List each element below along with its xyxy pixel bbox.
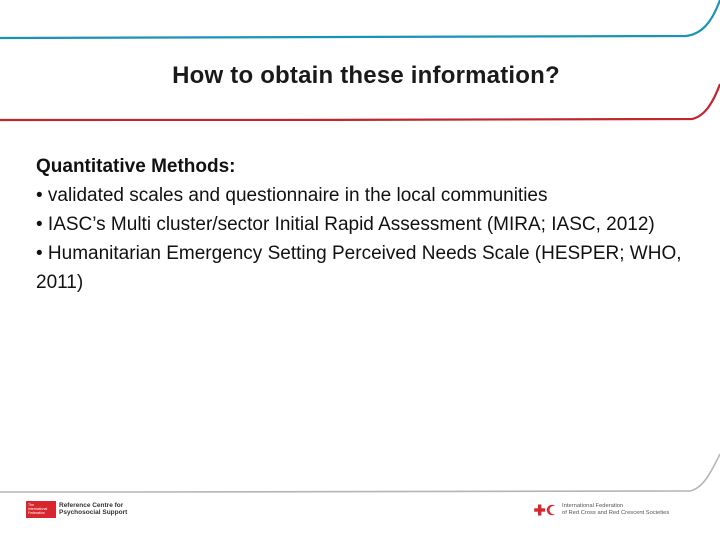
ifrc-logo-text (562, 503, 669, 517)
pss-logo-text-line: Psychosocial Support (59, 509, 128, 516)
ifrc-logo-text-line: International Federation (562, 503, 624, 509)
pss-logo-text (59, 502, 127, 517)
slide-body (36, 152, 696, 297)
red-cross-and-crescent-icon (534, 503, 558, 517)
ifrc-logo (534, 499, 669, 521)
pss-logo-line: The (28, 503, 35, 507)
pss-centre-logo (26, 498, 127, 520)
bottom-grey-curve (0, 454, 720, 492)
top-blue-curve (0, 0, 720, 38)
slide-title: How to obtain these information? (172, 62, 560, 89)
bullet-item: • Humanitarian Emergency Setting Perceived Needs Scale (HESPER; WHO, 2011) (36, 243, 682, 293)
bullet-item: • IASC’s Multi cluster/sector Initial Rapid Assessment (MIRA; IASC, 2012) (36, 214, 655, 235)
pss-logo-line: Federation (28, 511, 45, 515)
bullet-item: • validated scales and questionnaire in the local communities (36, 185, 548, 206)
pss-logo-text-line: Reference Centre for (59, 501, 124, 509)
ifrc-logo-text-line: of Red Cross and Red Crescent Societies (562, 510, 670, 516)
pss-logo-line: International (28, 507, 48, 511)
section-heading: Quantitative Methods: (36, 156, 236, 177)
pss-logo-mark (26, 501, 56, 518)
